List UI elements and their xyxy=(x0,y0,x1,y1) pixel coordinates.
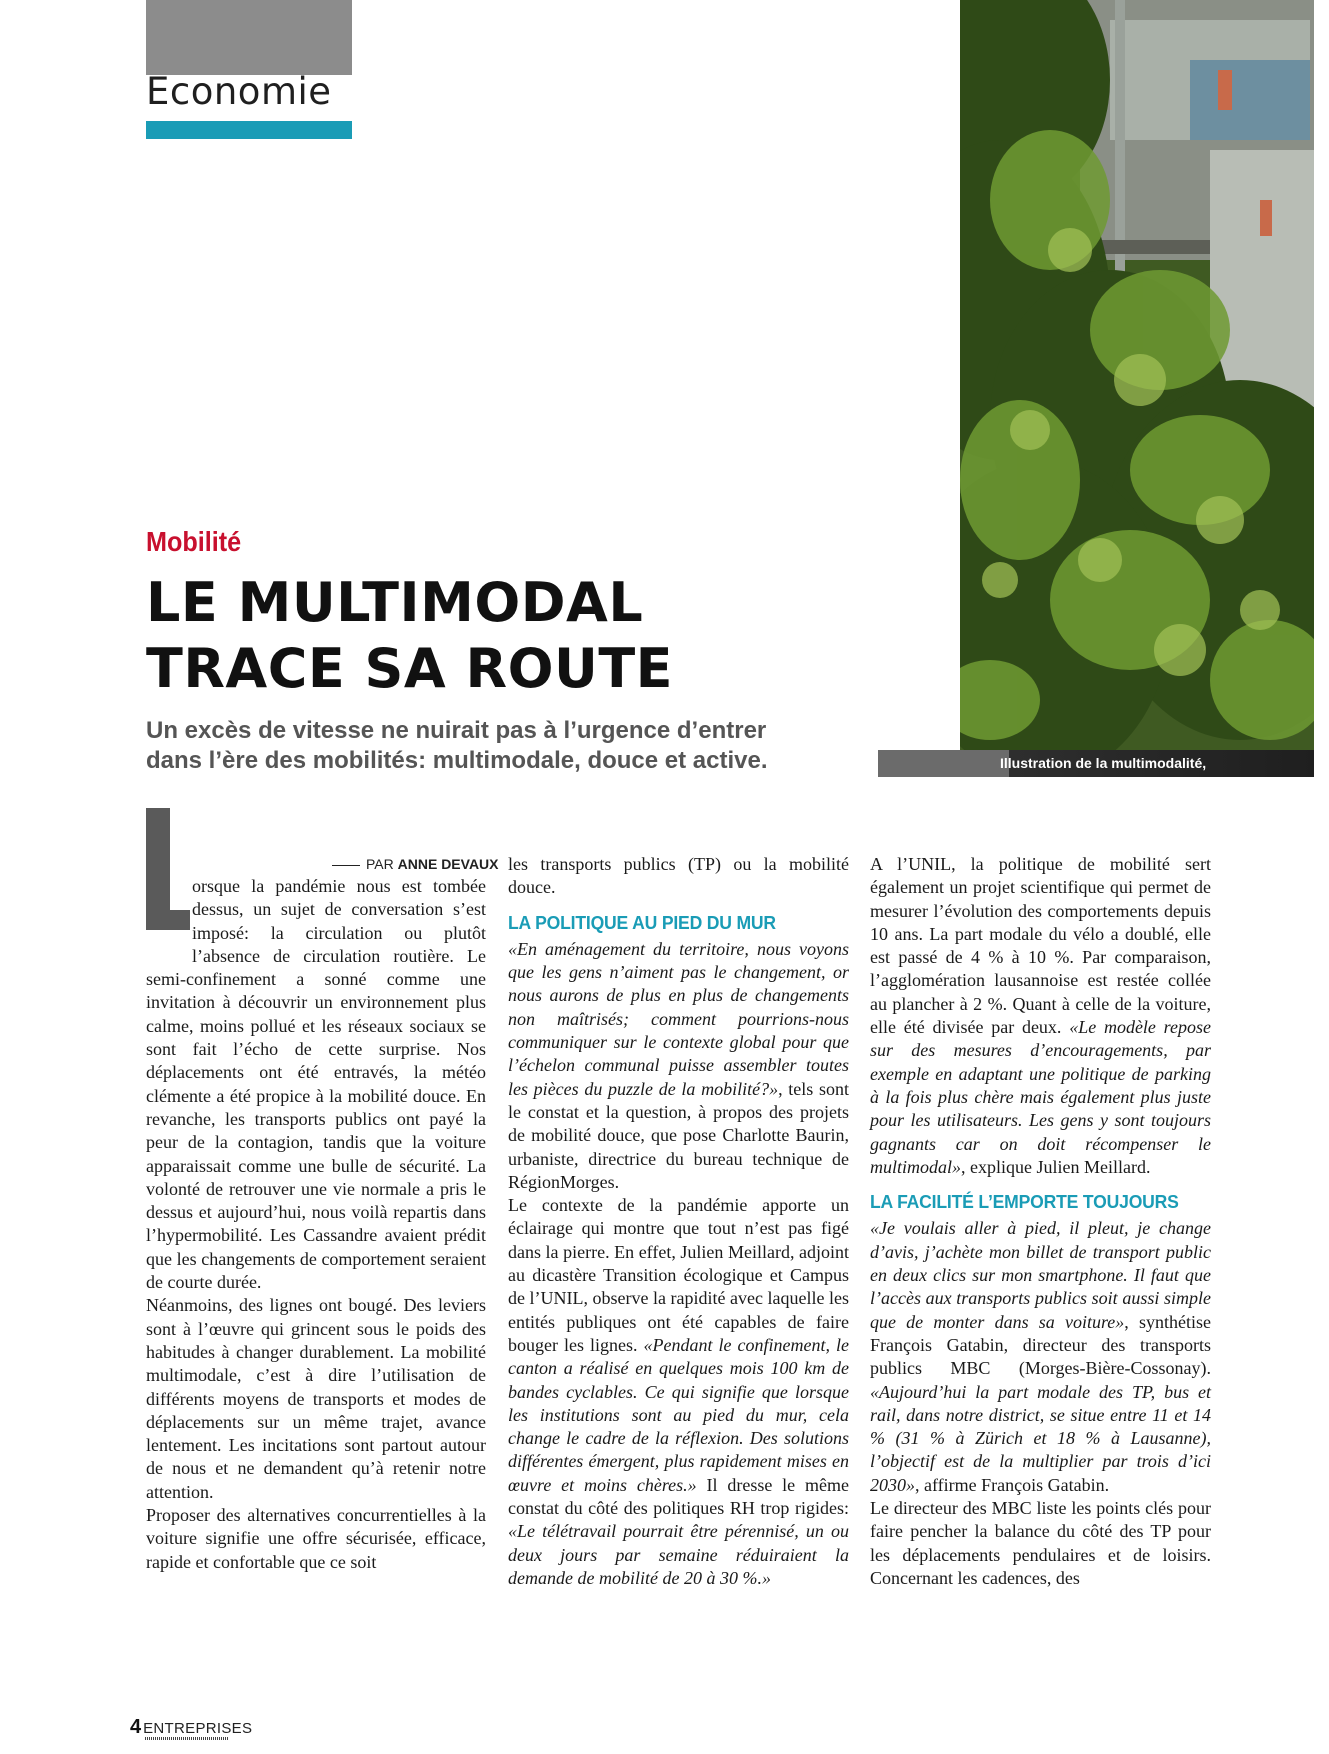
article-lede xyxy=(146,716,826,776)
headline-line-1: LE MULTIMODAL xyxy=(146,571,644,634)
lede-line-2: dans l’ère des mobilités: multimodale, douce et active. xyxy=(146,747,768,774)
quote: «Aujourd’hui la part modale des TP, bus et rail, dans notre district, se situe entre 11 et 14 % (31 % à Zürich et 18 % à Lausanne), l’objectif est de la multiplier par trois d’ici 2030» xyxy=(870,1381,1211,1495)
byline-rule xyxy=(332,865,360,866)
paragraph: Proposer des alternatives concurrentielles à la voiture signifie une offre sécurisée, efficace, rapide et confortable que ce soit xyxy=(146,1505,486,1572)
byline-prefix: PAR xyxy=(366,856,394,872)
paragraph: orsque la pandémie nous est tombée dessus, un sujet de conversation s’est imposé: la circulation ou plutôt l’absence de circulation routière. Le semi-confinement a sonné comme une invitation à découvrir un environnement plus calme, moins pollué et les réseaux sociaux se sont fait l’écho de cette surprise. Nos déplacements ont été entravés, la météo clémente a été propice à la mobilité douce. En revanche, les transports publics ont payé la peur de la contagion, tandis que la voiture apparaissait comme une bulle de sécurité. La volonté de retrouver une vie normale a pris le dessus et aujourd’hui, nous voilà repartis dans l’hypermobilité. Les Cassandre avaient prédit que les changements de comportement seraient de courte durée. xyxy=(146,876,486,1293)
magazine-name-underline xyxy=(145,1737,229,1740)
section-label: Economie xyxy=(146,70,332,113)
paragraph: Néanmoins, des lignes ont bougé. Des leviers sont à l’œuvre qui grincent sous le poids des habitudes à changer durablement. La mobilité multimodale, c’est à dire l’utilisation de différents moyens de transports et modes de déplacements sur un même trajet, avance lentement. Les incitations sont partout autour de nous et ne demandent qu’à retenir notre attention. xyxy=(146,1295,486,1502)
section-color-block xyxy=(146,0,352,75)
quote: «Je voulais aller à pied, il pleut, je change d’avis, j’achète mon billet de transport public en deux clics sur mon smartphone. Il faut que l’accès aux transports publics soit aussi simple que de monter dans sa voiture» xyxy=(870,1218,1211,1332)
byline xyxy=(332,856,499,872)
byline-author: ANNE DEVAUX xyxy=(397,856,499,872)
paragraph: «En aménagement du territoire, nous voyons que les gens n’aiment pas le changement, or nous aurons de plus en plus de changements non maîtrisés; comment pourrions-nous communiquer sur le contexte global pour que l’échelon communal puisse assembler toutes les pièces du puzzle de la mobilité?», tels sont le constat et la question, à propos des projets de mobilité douce, que pose Charlotte Baurin, urbaniste, directrice du bureau technique de RégionMorges. xyxy=(508,938,849,1192)
page-footer xyxy=(130,1716,252,1739)
quote: «Le télétravail pourrait être pérennisé, un ou deux jours par semaine réduiraient la demande de mobilité de 20 à 30 %.» xyxy=(508,1521,849,1588)
magazine-name: ENTREPRISES xyxy=(143,1720,253,1737)
quote: «En aménagement du territoire, nous voyons que les gens n’aiment pas le changement, or nous aurons de plus en plus de changements non maîtrisés; comment pourrions-nous communiquer sur le contexte global pour que l’échelon communal puisse assembler toutes les pièces du puzzle de la mobilité?» xyxy=(508,938,849,1099)
paragraph: Le directeur des MBC liste les points clés pour faire pencher la balance du côté des TP pour les déplacements pendulaires et de loisirs. Concernant les cadences, des xyxy=(870,1498,1211,1588)
paragraph: Le contexte de la pandémie apporte un éclairage qui montre que tout n’est pas figé dans la pierre. En effet, Julien Meillard, adjoint au dicastère Transition écologique et Campus de l’UNIL, observe la rapidité avec laquelle les entités publiques ont été capables de faire bouger les lignes. «Pendant le confinement, le canton a réalisé en quelques mois 100 km de bandes cyclables. Ce qui signifie que lorsque les institutions sont au pied du mur, cela change le cadre de la réflexion. Des solutions différentes émergent, plus rapidement mises en œuvre et moins chères.» Il dresse le même constat du côté des politiques RH trop rigides: «Le télétravail pourrait être pérennisé, un ou deux jours par semaine réduiraient la demande de mobilité de 20 à 30 %.» xyxy=(508,1195,850,1588)
paragraph: A l’UNIL, la politique de mobilité sert également un projet scientifique qui permet de mesurer l’évolution des comportements depuis 10 ans. La part modale du vélo a doublé, elle est passé de 4 % à 10 %. Par comparaison, l’agglomération lausannoise est restée collée au plancher à 2 %. Quant à celle de la voiture, elle été divisée par deux. «Le modèle repose sur des mesures d’encouragements, par exemple en adaptant une politique de parking à la fois plus chère mais également plus juste pour les utilisateurs. Les gens y sont toujours gagnants car on doit récompenser le multimodal», explique Julien Meillard. xyxy=(870,854,1211,1177)
headline-line-2: TRACE SA ROUTE xyxy=(146,637,674,700)
subheading: LA POLITIQUE AU PIED DU MUR xyxy=(508,911,776,933)
article-column-3 xyxy=(870,853,1211,1590)
paragraph: «Je voulais aller à pied, il pleut, je change d’avis, j’achète mon billet de transport public en deux clics sur mon smartphone. Il faut que l’accès aux transports publics soit aussi simple que de monter dans sa voiture», synthétise François Gatabin, directeur des transports publics MBC (Morges-Bière-Cossonay). «Aujourd’hui la part modale des TP, bus et rail, dans notre district, se situe entre 11 et 14 % (31 % à Zürich et 18 % à Lausanne), l’objectif est de la multiplier par trois d’ici 2030», affirme François Gatabin. xyxy=(870,1218,1211,1495)
article-photo xyxy=(960,0,1314,752)
lede-line-1: Un excès de vitesse ne nuirait pas à l’urgence d’entrer xyxy=(146,717,767,744)
paragraph: les transports publics (TP) ou la mobilité douce. xyxy=(508,854,849,898)
quote: «Pendant le confinement, le canton a réalisé en quelques mois 100 km de bandes cyclables. Ce qui signifie que lorsque les institutions sont au pied du mur, cela change le cadre de la réflexion. Des solutions différentes émergent, plus rapidement mises en œuvre et moins chères.» xyxy=(508,1334,850,1495)
page-number: 4 xyxy=(130,1716,142,1738)
article-column-1 xyxy=(146,875,486,1574)
subheading: LA FACILITÉ L’EMPORTE TOUJOURS xyxy=(870,1191,1179,1213)
photo-caption: Illustration de la multimodalité, xyxy=(1000,755,1207,771)
article-headline xyxy=(146,570,846,702)
article-kicker: Mobilité xyxy=(146,526,242,557)
section-accent-bar xyxy=(146,121,352,139)
article-column-2 xyxy=(508,853,849,1590)
quote: «Le modèle repose sur des mesures d’encouragements, par exemple en adaptant une politique de parking à la fois plus chère mais également plus juste pour les utilisateurs. Les gens y sont toujours gagnants car on doit récompenser le multimodal» xyxy=(870,1017,1211,1177)
